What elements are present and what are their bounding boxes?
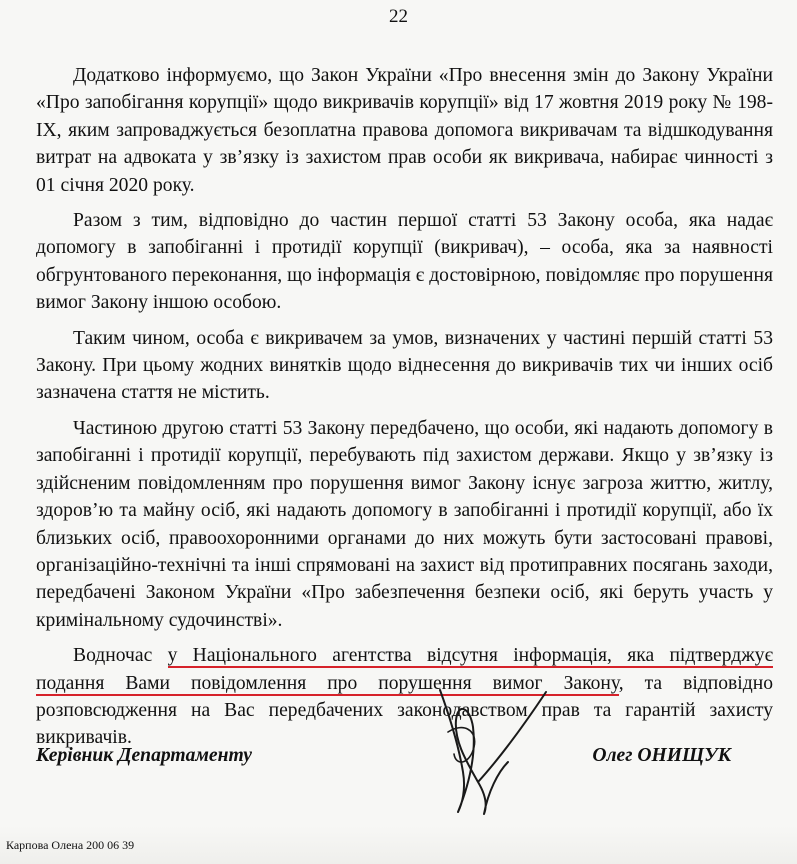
paragraph-4: Частиною другою статті 53 Закону передбачено, що особи, які надають допомогу в запобіганні і протидії корупції, перебувають під захистом держави. Якщо у зв’язку із здійсненим повідомленням про порушення вимог Закону існує загроза життю, житлу, здоров’ю та майну осіб, які надають допомогу в запобіганні і протидії корупції, або їх близьких осіб, правоохоронними органами до них можуть бути застосовані правові, організаційно-технічні та інші спрямовані на захист від протиправних посягань заходи, передбачені Законом України «Про забезпечення безпеки осіб, які беруть участь у кримінальному судочинстві». [36,417,773,631]
signer-title: Керівник Департаменту [36,745,252,766]
executor-contact: Карпова Олена 200 06 39 [6,838,135,852]
handwritten-signature [418,672,568,822]
highlighted-statement: у Національного агентства відсутня інформація, яка підтверджує подання Вами повідомлення про порушення вимог Закону [36,645,773,694]
paragraph-5-tail: , та відповідно розповсюдження на Вас передбачених законодавством прав та гарантій захисту викривачів. [36,672,773,749]
page-number: 22 [389,6,408,27]
letter-body [36,62,773,760]
paragraph-1: Додатково інформуємо, що Закон України «Про внесення змін до Закону України «Про запобігання корупції» щодо викривачів корупції» від 17 жовтня 2019 року № 198-IX, яким запроваджується безоплатна правова допомога викривачам та відшкодування витрат на адвоката у зв’язку із захистом прав особи як викривача, набирає чинності з 01 січня 2020 року. [36,65,773,196]
paragraph-5-lead: Водночас [73,645,168,667]
paragraph-5 [36,642,773,752]
paragraph-2: Разом з тим, відповідно до частин першої статті 53 Закону особа, яка надає допомогу в запобіганні і протидії корупції (викривач), – особа, яка за наявності обгрунтованого переконання, що інформація є достовірною, повідомляє про порушення вимог Закону іншою особою. [36,210,773,314]
paragraph-3: Таким чином, особа є викривачем за умов, визначених у частині першій статті 53 Закону. При цьому жодних винятків щодо віднесення до викривачів тих чи інших осіб зазначена стаття не містить. [36,327,773,404]
signer-name: Олег ОНИЩУК [592,745,731,766]
